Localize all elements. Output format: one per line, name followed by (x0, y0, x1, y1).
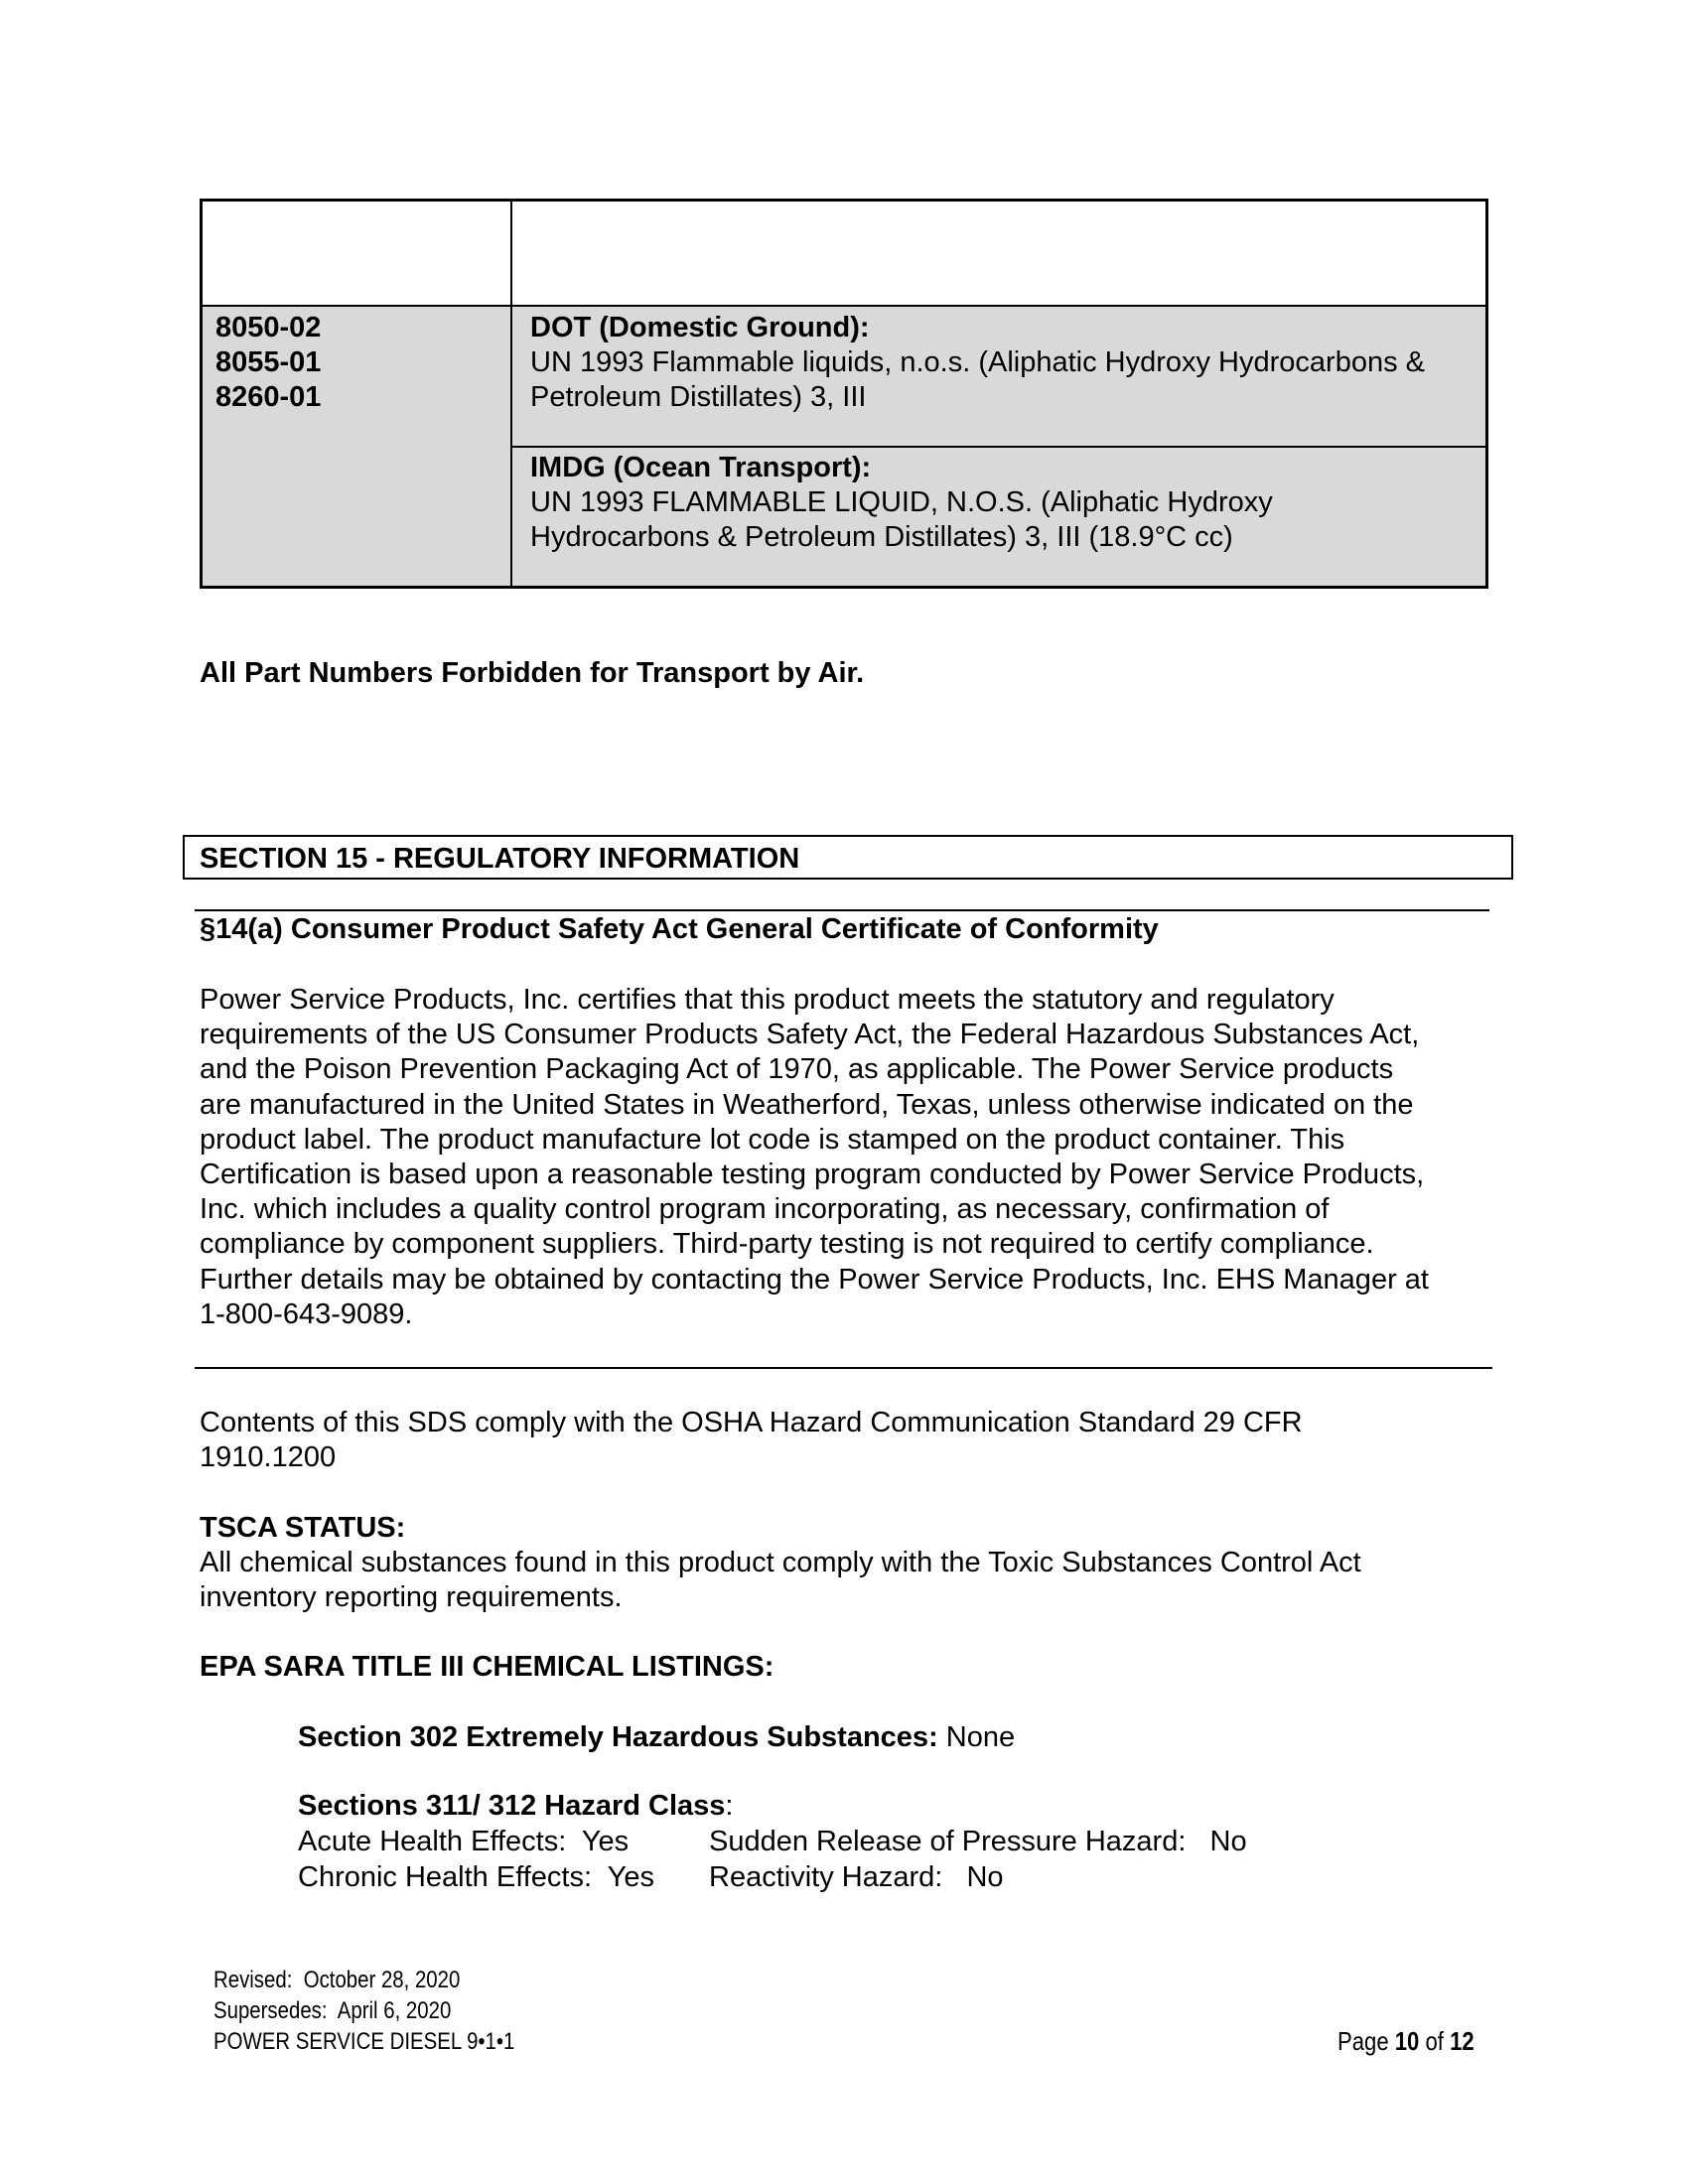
page-label: Page (1337, 2026, 1395, 2056)
divider (195, 1367, 1492, 1369)
section-302 (298, 1720, 1015, 1755)
product-name: POWER SERVICE DIESEL 9•1•1 (213, 2028, 515, 2055)
acute-health: Acute Health Effects: Yes (298, 1826, 630, 1857)
page-number (1337, 2026, 1475, 2057)
sudden-release: Sudden Release of Pressure Hazard: No (709, 1826, 1247, 1857)
table-divider-horizontal (510, 446, 1485, 448)
table-divider-vertical (510, 202, 512, 586)
dot-line: UN 1993 Flammable liquids, n.o.s. (Aliphatic Hydroxy Hydrocarbons & (530, 346, 1425, 378)
paragraph-line: Further details may be obtained by contacting the Power Service Products, Inc. EHS Manager at (200, 1263, 1429, 1296)
part-number: 8260-01 (215, 381, 322, 413)
page-current: 10 (1394, 2026, 1420, 2056)
paragraph-line: requirements of the US Consumer Products Safety Act, the Federal Hazardous Substances Act, (200, 1019, 1420, 1051)
revised-date: Revised: October 28, 2020 (213, 1967, 461, 1993)
transport-table (200, 199, 1488, 589)
page-total: 12 (1450, 2026, 1475, 2056)
paragraph-line: and the Poison Prevention Packaging Act of 1970, as applicable. The Power Service products (200, 1053, 1394, 1086)
paragraph-line: are manufactured in the United States in Weatherford, Texas, unless otherwise indicated on the (200, 1088, 1414, 1121)
supersedes-date: Supersedes: April 6, 2020 (213, 1997, 452, 2024)
paragraph-line: 1-800-643-9089. (200, 1297, 413, 1330)
tsca-line: inventory reporting requirements. (200, 1581, 623, 1613)
tsca-line: All chemical substances found in this product comply with the Toxic Substances Control Act (200, 1547, 1361, 1578)
section-302-label: Section 302 Extremely Hazardous Substances: (298, 1721, 938, 1753)
dot-line: Petroleum Distillates) 3, III (530, 381, 867, 413)
section-302-value: None (937, 1721, 1016, 1753)
dot-cell (530, 311, 1474, 415)
epa-heading: EPA SARA TITLE III CHEMICAL LISTINGS: (200, 1651, 774, 1683)
dot-heading: DOT (Domestic Ground): (530, 312, 870, 343)
osha-line: Contents of this SDS comply with the OSHA Hazard Communication Standard 29 CFR (200, 1407, 1303, 1438)
section-title: SECTION 15 - REGULATORY INFORMATION (200, 843, 800, 875)
osha-line: 1910.1200 (200, 1441, 337, 1473)
section-311-heading (298, 1789, 733, 1824)
paragraph-line: Inc. which includes a quality control program incorporating, as necessary, confirmation of (200, 1193, 1330, 1226)
tsca-heading: TSCA STATUS: (200, 1512, 406, 1544)
imdg-line: UN 1993 FLAMMABLE LIQUID, N.O.S. (Aliphatic Hydroxy (530, 486, 1273, 518)
part-numbers (215, 311, 321, 415)
cpsa-paragraph (200, 983, 1495, 1332)
imdg-heading: IMDG (Ocean Transport): (530, 452, 872, 483)
paragraph-line: Certification is based upon a reasonable testing program conducted by Power Service Products, (200, 1159, 1425, 1191)
reactivity-hazard: Reactivity Hazard: No (709, 1861, 1004, 1893)
paragraph-line: Power Service Products, Inc. certifies that this product meets the statutory and regulatory (200, 984, 1335, 1016)
tsca-block (200, 1511, 1361, 1615)
divider (195, 909, 1489, 911)
chronic-health: Chronic Health Effects: Yes (298, 1861, 654, 1893)
footer-info (213, 1965, 514, 2057)
part-number: 8050-02 (215, 312, 322, 343)
paragraph-line: product label. The product manufacture lot code is stamped on the product container. This (200, 1123, 1345, 1156)
table-divider-horizontal (203, 305, 1485, 307)
page-of: of (1419, 2026, 1451, 2056)
imdg-cell (530, 451, 1474, 555)
cpsa-heading: §14(a) Consumer Product Safety Act General Certificate of Conformity (200, 913, 1159, 945)
imdg-line: Hydrocarbons & Petroleum Distillates) 3, III (18.9°C cc) (530, 521, 1233, 553)
part-number: 8055-01 (215, 346, 322, 378)
air-transport-note: All Part Numbers Forbidden for Transport by Air. (200, 657, 865, 689)
section-311-label: Sections 311/ 312 Hazard Class (298, 1790, 726, 1822)
section-header (183, 835, 1513, 880)
colon: : (725, 1790, 734, 1822)
osha-statement (200, 1406, 1303, 1475)
paragraph-line: compliance by component suppliers. Third-party testing is not required to certify compliance. (200, 1228, 1374, 1261)
